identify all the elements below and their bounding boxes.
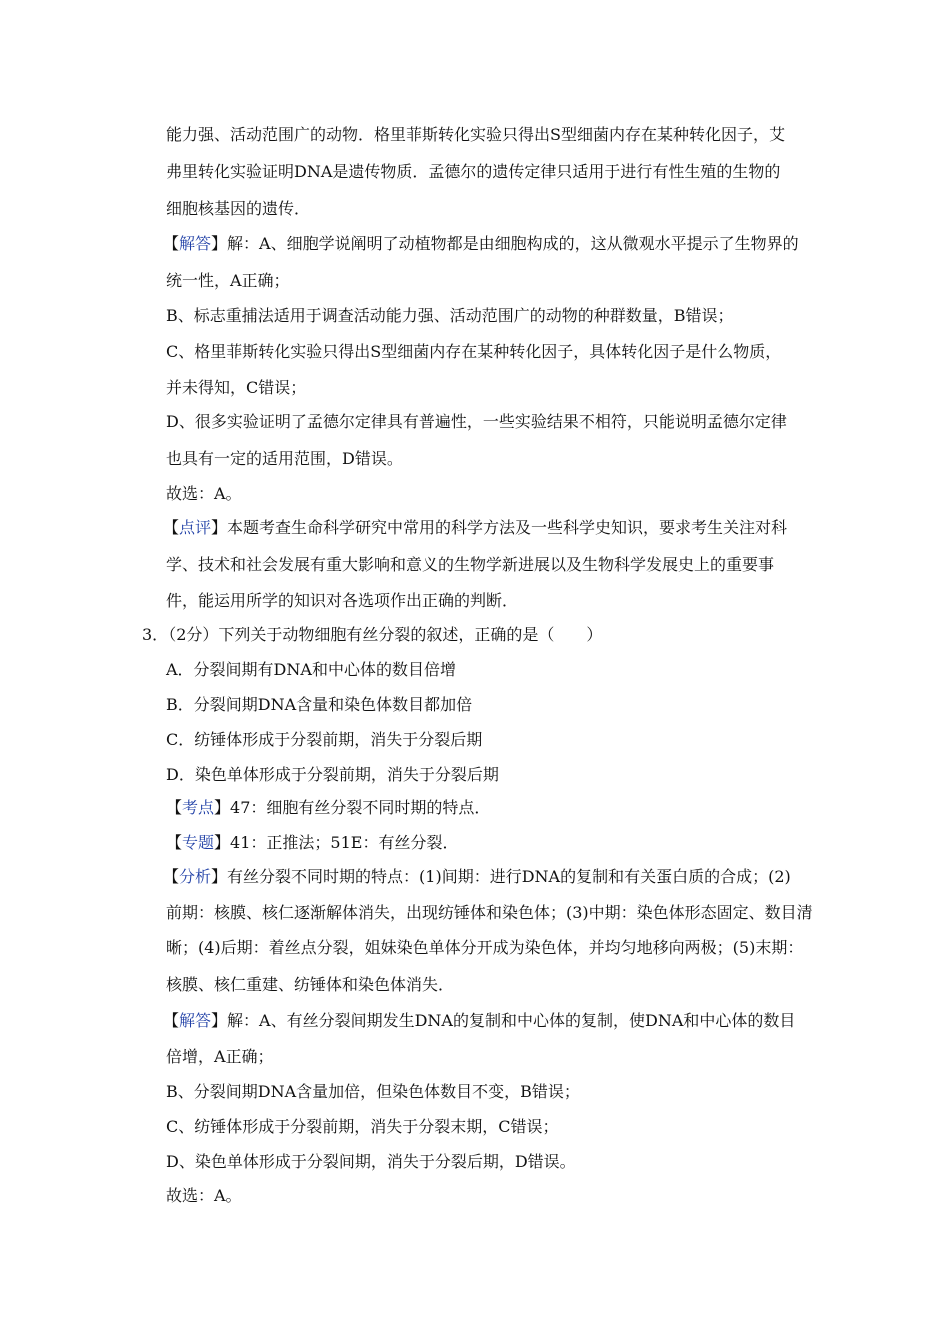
fenxi-tag: 分析 bbox=[179, 867, 212, 886]
kaodian-tag: 考点 bbox=[182, 798, 215, 817]
jieda-tag: 解答 bbox=[179, 1011, 212, 1030]
solution-line: 倍增，A正确； bbox=[166, 1047, 274, 1066]
fenxi-text: 有丝分裂不同时期的特点：(1)间期：进行DNA的复制和有关蛋白质的合成；(2) bbox=[227, 867, 791, 886]
solution-line: 【解答】解：A、细胞学说阐明了动植物都是由细胞构成的，这从微观水平提示了生物界的 bbox=[163, 234, 799, 253]
solution-line: 统一性，A正确； bbox=[166, 271, 290, 290]
comment-tag: 点评 bbox=[179, 518, 212, 537]
zhuanti-tag: 专题 bbox=[182, 833, 215, 852]
comment-line: 件，能运用所学的知识对各选项作出正确的判断． bbox=[166, 591, 519, 610]
comment-line: 【点评】本题考查生命科学研究中常用的科学方法及一些科学史知识，要求考生关注对科 bbox=[163, 518, 788, 537]
comment-text: 本题考查生命科学研究中常用的科学方法及一些科学史知识，要求考生关注对科 bbox=[227, 518, 788, 537]
solution-line: 也具有一定的适用范围，D错误。 bbox=[166, 449, 403, 468]
kaodian-text: 47：细胞有丝分裂不同时期的特点． bbox=[230, 798, 491, 817]
analysis-line: 前期：核膜、核仁逐渐解体消失，出现纺锤体和染色体；(3)中期：染色体形态固定、数目清 bbox=[166, 903, 813, 922]
zhuanti-text: 41：正推法；51E：有丝分裂． bbox=[230, 833, 459, 852]
solution-line: 故选：A。 bbox=[166, 484, 242, 503]
option-c: C．纺锤体形成于分裂前期，消失于分裂后期 bbox=[166, 730, 483, 749]
analysis-line: 弗里转化实验证明DNA是遗传物质．孟德尔的遗传定律只适用于进行有性生殖的生物的 bbox=[166, 162, 781, 181]
solution-tag: 解答 bbox=[179, 234, 212, 253]
analysis-line: 细胞核基因的遗传． bbox=[166, 199, 311, 218]
analysis-line: 核膜、核仁重建、纺锤体和染色体消失． bbox=[166, 975, 455, 994]
solution-line: B、分裂间期DNA含量加倍，但染色体数目不变，B错误； bbox=[166, 1082, 580, 1101]
solution-text: 解：A、细胞学说阐明了动植物都是由细胞构成的，这从微观水平提示了生物界的 bbox=[227, 234, 799, 253]
analysis-line: 能力强、活动范围广的动物．格里菲斯转化实验只得出S型细菌内存在某种转化因子，艾 bbox=[166, 125, 785, 144]
solution-line: B、标志重捕法适用于调查活动能力强、活动范围广的动物的种群数量，B错误； bbox=[166, 306, 734, 325]
zhuanti-line: 【专题】41：正推法；51E：有丝分裂． bbox=[166, 833, 459, 852]
kaodian-line: 【考点】47：细胞有丝分裂不同时期的特点． bbox=[166, 798, 491, 817]
solution-line: C、纺锤体形成于分裂前期，消失于分裂末期，C错误； bbox=[166, 1117, 559, 1136]
solution-line: D、很多实验证明了孟德尔定律具有普遍性，一些实验结果不相符，只能说明孟德尔定律 bbox=[166, 412, 787, 431]
analysis-line: 晰；(4)后期：着丝点分裂，姐妹染色单体分开成为染色体，并均匀地移向两极；(5)末期： bbox=[166, 938, 804, 957]
option-d: D．染色单体形成于分裂前期，消失于分裂后期 bbox=[166, 765, 499, 784]
question-stem bbox=[142, 624, 602, 646]
solution-line: C、格里菲斯转化实验只得出S型细菌内存在某种转化因子，具体转化因子是什么物质， bbox=[166, 342, 782, 361]
solution-line: 并未得知，C错误； bbox=[166, 378, 307, 397]
solution-line: 【解答】解：A、有丝分裂间期发生DNA的复制和中心体的复制，使DNA和中心体的数目 bbox=[163, 1011, 796, 1030]
option-b: B．分裂间期DNA含量和染色体数目都加倍 bbox=[166, 695, 473, 714]
question-text: （2分）下列关于动物细胞有丝分裂的叙述，正确的是（ ） bbox=[168, 625, 603, 644]
option-a: A．分裂间期有DNA和中心体的数目倍增 bbox=[166, 660, 456, 679]
analysis-line: 【分析】有丝分裂不同时期的特点：(1)间期：进行DNA的复制和有关蛋白质的合成；(2) bbox=[163, 867, 791, 886]
solution-line: 故选：A。 bbox=[166, 1186, 242, 1205]
question-number: 3． bbox=[142, 625, 169, 644]
comment-line: 学、技术和社会发展有重大影响和意义的生物学新进展以及生物科学发展史上的重要事 bbox=[166, 555, 775, 574]
jieda-text: 解：A、有丝分裂间期发生DNA的复制和中心体的复制，使DNA和中心体的数目 bbox=[227, 1011, 796, 1030]
solution-line: D、染色单体形成于分裂间期，消失于分裂后期，D错误。 bbox=[166, 1152, 576, 1171]
